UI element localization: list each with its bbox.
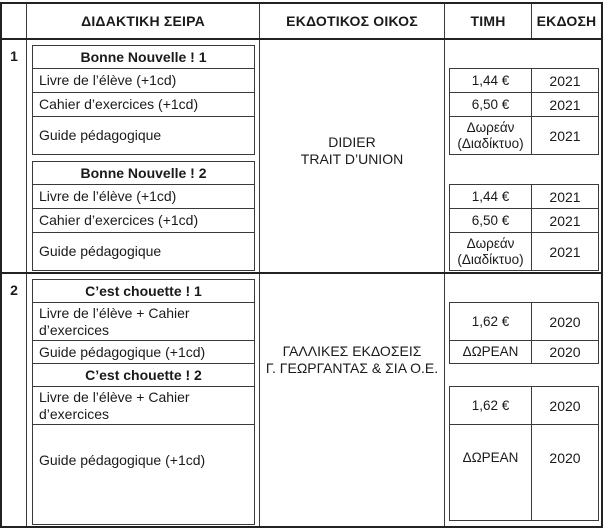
publisher-cell bbox=[260, 40, 445, 272]
price-edition-row bbox=[449, 68, 599, 93]
series-title-cell: C’est chouette ! 2 bbox=[32, 363, 255, 387]
series-title-cell: Bonne Nouvelle ! 1 bbox=[32, 45, 255, 69]
series-item-cell: Guide pédagogique (+1cd) bbox=[32, 424, 255, 525]
publisher-cell bbox=[260, 274, 445, 526]
series-column bbox=[27, 274, 260, 526]
price-cell: 1,62 € bbox=[449, 302, 532, 341]
edition-cell: 2021 bbox=[532, 68, 599, 93]
publisher-line: DIDIER bbox=[328, 134, 376, 150]
table-header-row bbox=[2, 4, 601, 40]
price-edition-row bbox=[449, 116, 599, 155]
price-edition-row bbox=[449, 208, 599, 233]
price-cell: Δωρεάν (Διαδίκτυο) bbox=[449, 232, 532, 271]
publisher-line: Γ. ΓΕΩΡΓΑΝΤΑΣ & ΣΙΑ Ο.Ε. bbox=[265, 360, 439, 376]
price-cell: 6,50 € bbox=[449, 208, 532, 233]
series-item-cell: Cahier d’exercices (+1cd) bbox=[32, 208, 255, 233]
publisher-line: TRAIT D’UNION bbox=[300, 151, 404, 167]
price-edition-row bbox=[449, 232, 599, 271]
price-cell: 1,62 € bbox=[449, 386, 532, 425]
block-number-label: 2 bbox=[10, 282, 18, 298]
series-item-cell: Guide pédagogique bbox=[32, 232, 255, 271]
series-column bbox=[27, 40, 260, 272]
series-item-cell: Guide pédagogique (+1cd) bbox=[32, 340, 255, 364]
series-item-cell: Livre de l’élève (+1cd) bbox=[32, 68, 255, 93]
series-item-cell: Guide pédagogique bbox=[32, 116, 255, 155]
price-cell: 1,44 € bbox=[449, 68, 532, 93]
price-cell: 1,44 € bbox=[449, 184, 532, 209]
price-cell: 6,50 € bbox=[449, 92, 532, 117]
block-number bbox=[2, 40, 27, 272]
price-edition-row bbox=[449, 92, 599, 117]
textbook-price-table bbox=[0, 2, 603, 528]
price-edition-row bbox=[449, 424, 599, 521]
edition-cell: 2021 bbox=[532, 232, 599, 271]
price-cell: ΔΩΡΕΑΝ bbox=[449, 340, 532, 364]
price-edition-row bbox=[449, 184, 599, 209]
price-edition-spacer bbox=[449, 155, 599, 184]
price-cell: Δωρεάν (Διαδίκτυο) bbox=[449, 116, 532, 155]
price-edition-spacer bbox=[449, 364, 599, 386]
table-block bbox=[2, 274, 601, 526]
series-title-cell: C’est chouette ! 1 bbox=[32, 279, 255, 303]
edition-cell: 2020 bbox=[532, 302, 599, 341]
price-edition-row bbox=[449, 302, 599, 341]
series-item-cell: Livre de l’élève + Cahier d’exercices bbox=[32, 302, 255, 341]
publisher-line: ΓΑΛΛΙΚΕΣ ΕΚΔΟΣΕΙΣ bbox=[282, 343, 422, 359]
price-edition-spacer bbox=[449, 279, 599, 302]
price-cell: ΔΩΡΕΑΝ bbox=[449, 424, 532, 521]
series-item-cell: Livre de l’élève (+1cd) bbox=[32, 184, 255, 209]
edition-cell: 2021 bbox=[532, 208, 599, 233]
series-item-cell: Livre de l’élève + Cahier d’exercices bbox=[32, 386, 255, 425]
series-item-cell: Cahier d’exercices (+1cd) bbox=[32, 92, 255, 117]
price-edition-spacer bbox=[449, 45, 599, 68]
price-edition-column bbox=[445, 40, 601, 272]
block-number-label: 1 bbox=[10, 48, 18, 64]
header-cell-series: ΔΙΔΑΚΤΙΚΗ ΣΕΙΡΑ bbox=[27, 4, 260, 38]
header-cell-price: ΤΙΜΗ bbox=[445, 4, 532, 38]
header-cell-index bbox=[2, 4, 27, 38]
header-cell-edition: ΕΚΔΟΣΗ bbox=[536, 13, 597, 29]
edition-cell: 2021 bbox=[532, 92, 599, 117]
edition-cell: 2021 bbox=[532, 184, 599, 209]
price-edition-row bbox=[449, 340, 599, 364]
edition-cell: 2020 bbox=[532, 340, 599, 364]
series-title-cell: Bonne Nouvelle ! 2 bbox=[32, 161, 255, 185]
block-number bbox=[2, 274, 27, 526]
header-cell-publisher: ΕΚΔΟΤΙΚΟΣ ΟΙΚΟΣ bbox=[260, 4, 445, 38]
table-block bbox=[2, 40, 601, 274]
price-edition-column bbox=[445, 274, 601, 526]
edition-cell: 2020 bbox=[532, 386, 599, 425]
edition-cell: 2020 bbox=[532, 424, 599, 521]
price-edition-row bbox=[449, 386, 599, 425]
edition-cell: 2021 bbox=[532, 116, 599, 155]
